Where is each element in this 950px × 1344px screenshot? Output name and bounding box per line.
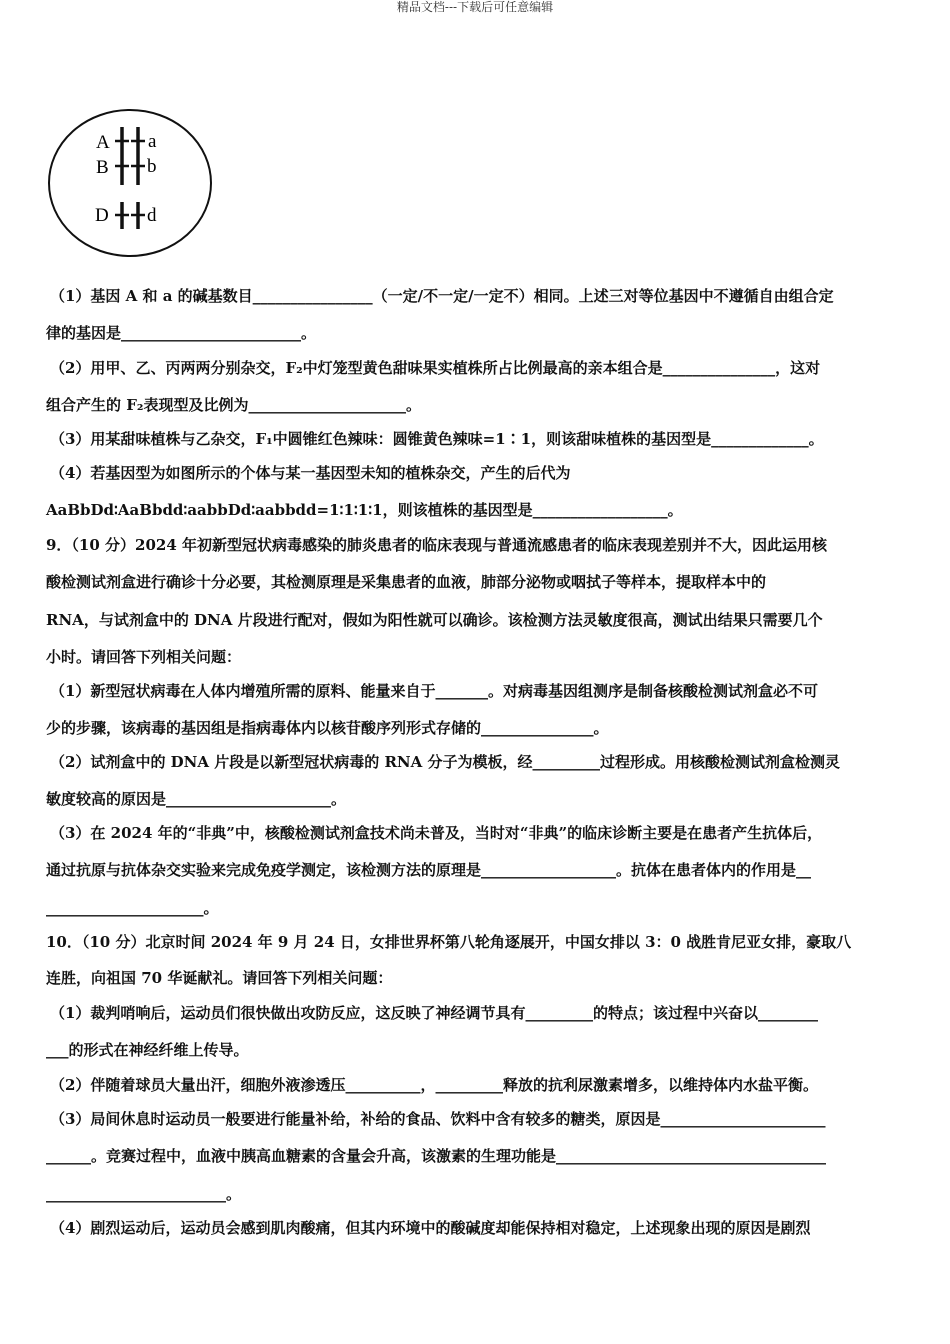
text-line: （1）裁判哨响后，运动员们很快做出攻防反应，这反映了神经调节具有_________的特点；该过程中兴奋以________ [50, 1004, 818, 1022]
gene-label-b: b [147, 156, 157, 177]
text-line: 律的基因是________________________。 [46, 324, 317, 342]
text-line: （2）用甲、乙、丙两两分别杂交，F₂中灯笼型黄色甜味果实植株所占比例最高的亲本组合是_______________，这对 [50, 359, 821, 377]
text-line: （4）剧烈运动后，运动员会感到肌肉酸痛，但其内环境中的酸碱度却能保持相对稳定，上述现象出现的原因是剧烈 [50, 1219, 811, 1237]
text-line: ___的形式在神经纤维上传导。 [46, 1041, 249, 1059]
page-header: 精品文档---下载后可任意编辑 [396, 0, 554, 14]
text-line: （1）基因 A 和 a 的碱基数目________________（一定/不一定/一定不）相同。上述三对等位基因中不遵循自由组合定 [50, 287, 834, 305]
text-line: _____________________。 [46, 899, 219, 917]
text-line: ________________________。 [46, 1185, 242, 1203]
text-line: （3）用某甜味植株与乙杂交，F₁中圆锥红色辣味：圆锥黄色辣味=1∶1，则该甜味植株的基因型是_____________。 [50, 430, 824, 448]
text-line: 少的步骤，该病毒的基因组是指病毒体内以核苷酸序列形式存储的_______________。 [46, 719, 609, 737]
text-line: 小时。请回答下列相关问题： [46, 648, 242, 666]
text-line: 通过抗原与抗体杂交实验来完成免疫学测定，该检测方法的原理是__________________。抗体在患者体内的作用是__ [46, 861, 812, 879]
chromosome-diagram [46, 107, 216, 259]
gene-label-A: A [96, 132, 110, 153]
text-line: （4）若基因型为如图所示的个体与某一基因型未知的植株杂交，产生的后代为 [50, 464, 571, 482]
gene-label-B: B [96, 157, 109, 178]
text-line: RNA，与试剂盒中的 DNA 片段进行配对，假如为阳性就可以确诊。该检测方法灵敏度很高，测试出结果只需要几个 [46, 611, 823, 629]
gene-label-d: d [147, 205, 157, 226]
text-line: 敏度较高的原因是______________________。 [46, 790, 347, 808]
text-line: 酸检测试剂盒进行确诊十分必要，其检测原理是采集患者的血液，肺部分泌物或咽拭子等样本，提取样本中的 [46, 573, 767, 591]
text-line: AaBbDd∶AaBbdd∶aabbDd∶aabbdd=1∶1∶1∶1，则该植株的基因型是__________________。 [46, 501, 683, 519]
cell-outline [49, 110, 211, 256]
text-line: ______。竞赛过程中，血液中胰高血糖素的含量会升高，该激素的生理功能是____________________________________ [46, 1147, 827, 1165]
text-line: （2）试剂盒中的 DNA 片段是以新型冠状病毒的 RNA 分子为模板，经_________过程形成。用核酸检测试剂盒检测灵 [50, 753, 841, 771]
text-line: （3）在 2024 年的“非典”中，核酸检测试剂盒技术尚未普及，当时对“非典”的临床诊断主要是在患者产生抗体后， [50, 824, 823, 842]
text-line: （2）伴随着球员大量出汗，细胞外液渗透压__________，_________释放的抗利尿激素增多，以维持体内水盐平衡。 [50, 1076, 818, 1094]
text-line: （3）局间休息时运动员一般要进行能量补给，补给的食品、饮料中含有较多的糖类，原因是______________________ [50, 1110, 826, 1128]
text-line: 9．（10 分）2024 年初新型冠状病毒感染的肺炎患者的临床表现与普通流感患者的临床表现差别并不大，因此运用核 [46, 536, 828, 554]
text-line: 连胜，向祖国 70 华诞献礼。请回答下列相关问题： [46, 969, 393, 987]
gene-label-D: D [95, 205, 109, 226]
text-line: （1）新型冠状病毒在人体内增殖所需的原料、能量来自于_______。对病毒基因组测序是制备核酸检测试剂盒必不可 [50, 682, 818, 700]
gene-label-a: a [148, 131, 157, 152]
text-line: 10．（10 分）北京时间 2024 年 9 月 24 日，女排世界杯第八轮角逐展开，中国女排以 3：0 战胜肯尼亚女排，豪取八 [46, 933, 852, 951]
text-line: 组合产生的 F₂表现型及比例为_____________________。 [46, 396, 421, 414]
